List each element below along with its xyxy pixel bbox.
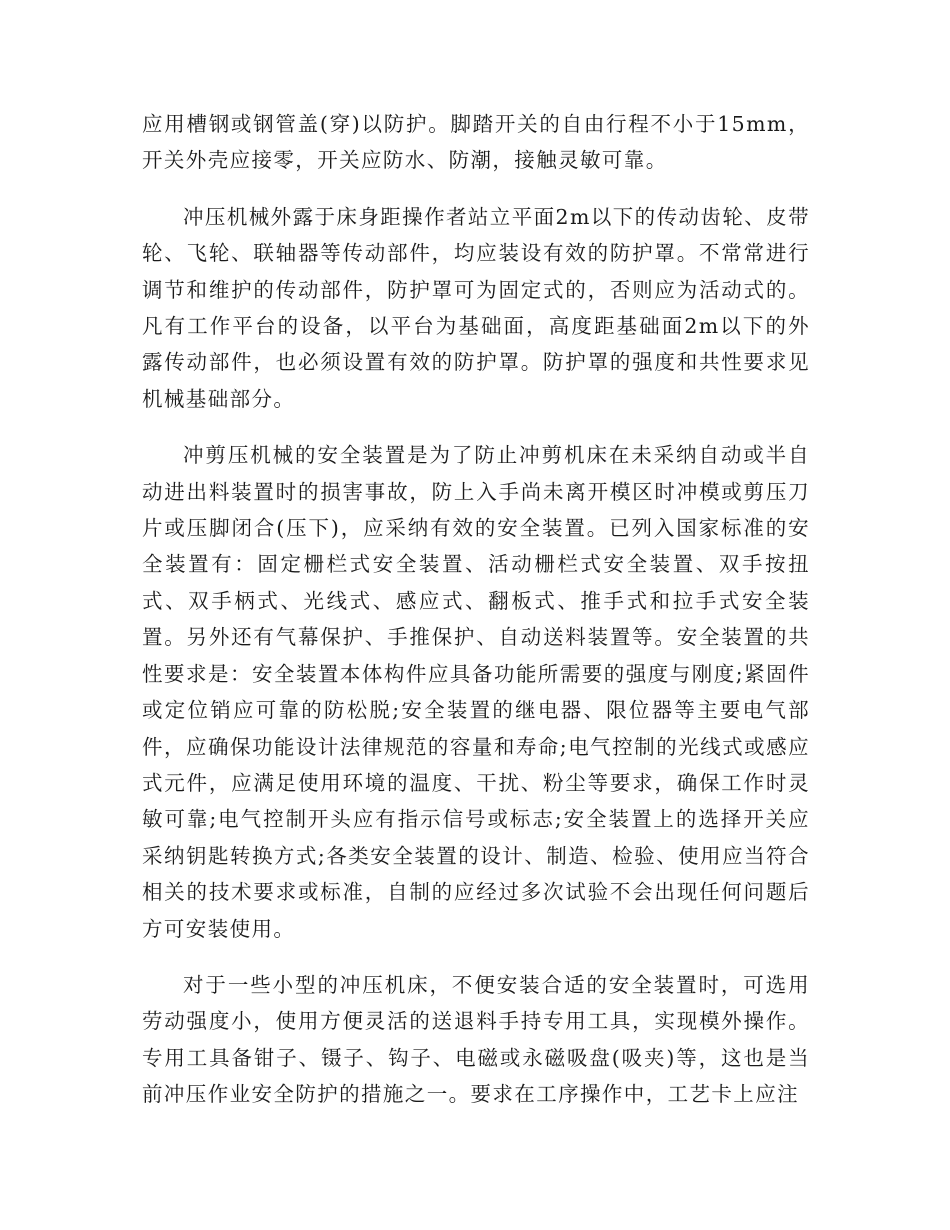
document-page: [142, 106, 810, 1133]
paragraph-2: 冲压机械外露于床身距操作者站立平面2m以下的传动齿轮、皮带轮、飞轮、联轴器等传动部件，均应装设有效的防护罩。不常常进行调节和维护的传动部件，防护罩可为固定式的，否则应为活动式的。凡有工作平台的设备，以平台为基础面，高度距基础面2m以下的外露传动部件，也必须设置有效的防护罩。防护罩的强度和共性要求见机械基础部分。: [142, 204, 810, 411]
paragraph-3: 冲剪压机械的安全装置是为了防止冲剪机床在未采纳自动或半自动进出料装置时的损害事故，防上入手尚未离开模区时冲模或剪压刀片或压脚闭合(压下)，应采纳有效的安全装置。已列入国家标准的安全装置有：固定栅栏式安全装置、活动栅栏式安全装置、双手按扭式、双手柄式、光线式、感应式、翻板式、推手式和拉手式安全装置。另外还有气幕保护、手推保护、自动送料装置等。安全装置的共性要求是：安全装置本体构件应具备功能所需要的强度与刚度;紧固件或定位销应可靠的防松脱;安全装置的继电器、限位器等主要电气部件，应确保功能设计法律规范的容量和寿命;电气控制的光线式或感应式元件，应满足使用环境的温度、干扰、粉尘等要求，确保工作时灵敏可靠;电气控制开头应有指示信号或标志;安全装置上的选择开关应采纳钥匙转换方式;各类安全装置的设计、制造、检验、使用应当符合相关的技术要求或标准，自制的应经过多次试验不会出现任何问题后方可安装使用。: [142, 443, 810, 941]
paragraph-4: 对于一些小型的冲压机床，不便安装合适的安全装置时，可选用劳动强度小，使用方便灵活的送退料手持专用工具，实现模外操作。专用工具备钳子、镊子、钩子、电磁或永磁吸盘(吸夹)等，这也是当前冲压作业安全防护的措施之一。要求在工序操作中，工艺卡上应注: [142, 972, 810, 1107]
paragraph-1: 应用槽钢或钢管盖(穿)以防护。脚踏开关的自由行程不小于15mm，开关外壳应接零，开关应防水、防潮，接触灵敏可靠。: [142, 112, 810, 173]
